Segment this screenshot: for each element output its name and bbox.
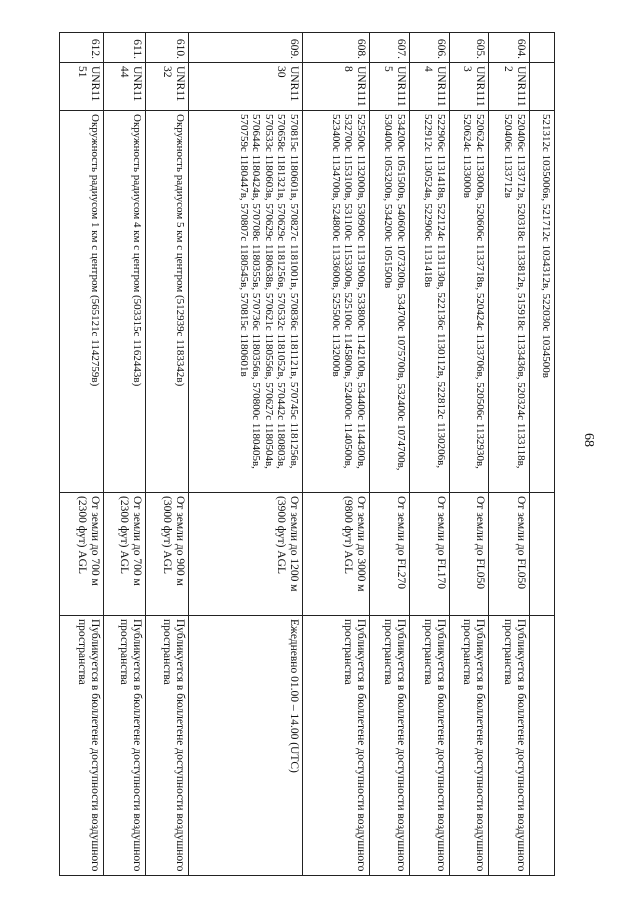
- area-id: UNR1114: [410, 63, 450, 111]
- table-row: [146, 33, 189, 876]
- area-schedule: Ежедневно 01.00 – 14.00 (UTC): [189, 616, 303, 876]
- area-altitude: От земли до 900 м (3000 фут) AGL: [146, 493, 189, 616]
- area-coordinates: 521312с 1035006в, 521712с 1034312в, 522030с 1034500в: [530, 111, 555, 493]
- row-number: 612.: [60, 33, 104, 63]
- page-number: 68: [581, 433, 596, 447]
- area-schedule: Публикуется в бюллетене доступности воздушного пространства: [410, 616, 450, 876]
- restricted-areas-table: [59, 32, 555, 876]
- row-number: 605.: [450, 33, 489, 63]
- area-id: UNR1112: [489, 63, 530, 111]
- area-id: UNR1118: [303, 63, 370, 111]
- table-row: [370, 33, 410, 876]
- area-id: UNR1115: [370, 63, 410, 111]
- table-row: [530, 33, 555, 876]
- area-schedule: Публикуется в бюллетене доступности воздушного пространства: [60, 616, 104, 876]
- area-id: UNR1130: [189, 63, 303, 111]
- area-id: UNR1151: [60, 63, 104, 111]
- area-coordinates: Окружность радиусом 5 км с центром (512939с 1183342в): [146, 111, 189, 493]
- area-coordinates: 520624с 1133000в, 520606с 1133718в, 520424с 1133706в, 520506с 1132930в, 520624с 1133000в: [450, 111, 489, 493]
- area-coordinates: Окружность радиусом 4 км с центром (503315с 1162443в): [104, 111, 146, 493]
- area-schedule: [530, 616, 555, 876]
- table-row: [450, 33, 489, 876]
- area-altitude: От земли до 1200 м (3900 фут) AGL: [189, 493, 303, 616]
- table-row: [410, 33, 450, 876]
- area-schedule: Публикуется в бюллетене доступности воздушного пространства: [104, 616, 146, 876]
- area-schedule: Публикуется в бюллетене доступности воздушного пространства: [303, 616, 370, 876]
- table-row: [60, 33, 104, 876]
- area-schedule: Публикуется в бюллетене доступности воздушного пространства: [489, 616, 530, 876]
- area-id: UNR1132: [146, 63, 189, 111]
- row-number: 604.: [489, 33, 530, 63]
- area-coordinates: 520406с 1133712в, 520318с 1133812в, 515918с 1133436в, 520324с 1133118в, 520406с 1133712в: [489, 111, 530, 493]
- row-number: 608.: [303, 33, 370, 63]
- row-number: 609.: [189, 33, 303, 63]
- area-id: UNR1113: [450, 63, 489, 111]
- area-altitude: От земли до FL050: [450, 493, 489, 616]
- table-row: [189, 33, 303, 876]
- row-number: 610.: [146, 33, 189, 63]
- table-row: [303, 33, 370, 876]
- area-altitude: От земли до 3000 м (9800 фут) AGL: [303, 493, 370, 616]
- area-schedule: Публикуется в бюллетене доступности воздушного пространства: [146, 616, 189, 876]
- area-coordinates: 534200с 1051500в, 540600с 1073200в, 534700с 1075700в, 532400с 1074700в, 530400с 1053200в, 534200с 1051500в: [370, 111, 410, 493]
- row-number: [530, 33, 555, 63]
- area-coordinates: 570815с 1180601в, 570827с 1181001в, 570836с 1181121в, 570745с 1181256в, 570658с 1181321в, 570629с 1181256в, 570532с 1181052в, 570442с 1180803в, 570533с 1180603в, 570629с 1180638в, 570621с 1180556в, 570627с 1180504в, 570644с 1180424в, 570708с 1180355в, 570736с 1180356в, 570800с 1180405в, 570759с 1180447в, 570807с 1180545в, 570815с 1180601в: [189, 111, 303, 493]
- row-number: 606.: [410, 33, 450, 63]
- area-altitude: От земли до 700 м (2300 фут) AGL: [104, 493, 146, 616]
- table-row: [489, 33, 530, 876]
- row-number: 611.: [104, 33, 146, 63]
- table-row: [104, 33, 146, 876]
- area-coordinates: 522906с 1131418в, 522124с 1131130в, 522136с 1130112в, 522812с 1130206в, 522912с 1130524в, 522906с 1131418в: [410, 111, 450, 493]
- area-id: UNR1144: [104, 63, 146, 111]
- area-schedule: Публикуется в бюллетене доступности воздушного пространства: [370, 616, 410, 876]
- area-schedule: Публикуется в бюллетене доступности воздушного пространства: [450, 616, 489, 876]
- rotated-table-container: [60, 32, 555, 875]
- area-altitude: От земли до 700 м (2300 фут) AGL: [60, 493, 104, 616]
- area-altitude: От земли до FL050: [489, 493, 530, 616]
- area-altitude: От земли до FL270: [370, 493, 410, 616]
- row-number: 607.: [370, 33, 410, 63]
- area-id: [530, 63, 555, 111]
- area-coordinates: 525500с 1132000в, 530900с 1131900в, 533800с 1142100в, 534400с 1144300в, 532700с 1153100в, 531100с 1153300в, 525100с 1145800в, 524000с 1140500в, 523400с 1134700в, 524800с 1133600в, 525500с 1132000в: [303, 111, 370, 493]
- area-altitude: [530, 493, 555, 616]
- area-coordinates: Окружность радиусом 1 км с центром (565121с 1142759в): [60, 111, 104, 493]
- area-altitude: От земли до FL170: [410, 493, 450, 616]
